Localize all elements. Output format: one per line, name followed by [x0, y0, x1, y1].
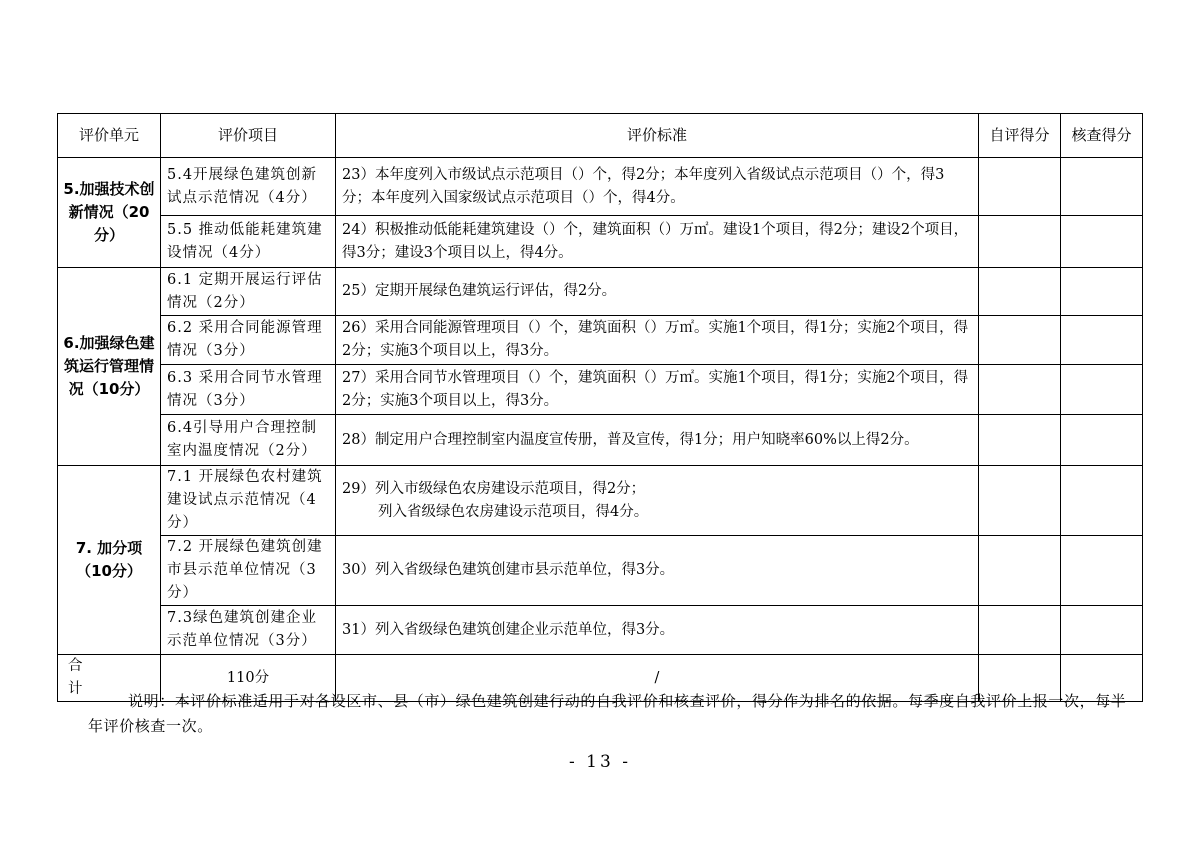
table-row	[58, 268, 1143, 316]
criteria-24: 24）积极推动低能耗建筑建设（）个，建筑面积（）万㎡。建设1个项目，得2分；建设2个项目，得3分；建设3个项目以上，得4分。	[336, 216, 979, 268]
table-row	[58, 606, 1143, 655]
total-score: 110分	[161, 655, 336, 702]
item-6-1: 6.1 定期开展运行评估情况（2分）	[161, 268, 336, 316]
check-score-cell[interactable]	[1061, 415, 1143, 466]
self-score-cell[interactable]	[979, 316, 1061, 365]
criteria-23: 23）本年度列入市级试点示范项目（）个，得2分；本年度列入省级试点示范项目（）个，得3分；本年度列入国家级试点示范项目（）个，得4分。	[336, 158, 979, 216]
total-criteria: /	[336, 655, 979, 702]
check-score-cell[interactable]	[1061, 158, 1143, 216]
criteria-30: 30）列入省级绿色建筑创建市县示范单位，得3分。	[336, 536, 979, 606]
self-score-cell[interactable]	[979, 606, 1061, 655]
self-score-cell[interactable]	[979, 216, 1061, 268]
check-score-cell[interactable]	[1061, 268, 1143, 316]
criteria-29-line-1: 29）列入市级绿色农房建设示范项目，得2分；	[342, 480, 646, 497]
check-score-cell[interactable]	[1061, 606, 1143, 655]
item-7-3: 7.3绿色建筑创建企业示范单位情况（3分）	[161, 606, 336, 655]
table-row	[58, 365, 1143, 415]
header-unit: 评价单元	[58, 114, 161, 158]
item-6-2: 6.2 采用合同能源管理情况（3分）	[161, 316, 336, 365]
table-row	[58, 158, 1143, 216]
table-note: 说明：本评价标准适用于对各设区市、县（市）绿色建筑创建行动的自我评价和核查评价，得分作为排名的依据。每季度自我评价上报一次，每半年评价核查一次。	[88, 692, 1127, 735]
unit-6-name: 6.加强绿色建筑运行管理情况（10分）	[58, 268, 161, 466]
criteria-29	[336, 466, 979, 536]
criteria-26: 26）采用合同能源管理项目（）个，建筑面积（）万㎡。实施1个项目，得1分；实施2个项目，得2分；实施3个项目以上，得3分。	[336, 316, 979, 365]
criteria-28: 28）制定用户合理控制室内温度宣传册，普及宣传，得1分；用户知晓率60%以上得2分。	[336, 415, 979, 466]
page-number: - 13 -	[569, 752, 631, 772]
self-score-cell[interactable]	[979, 415, 1061, 466]
total-label: 合计	[58, 655, 161, 702]
criteria-31: 31）列入省级绿色建筑创建企业示范单位，得3分。	[336, 606, 979, 655]
item-7-2: 7.2 开展绿色建筑创建市县示范单位情况（3分）	[161, 536, 336, 606]
item-5-5: 5.5 推动低能耗建筑建设情况（4分）	[161, 216, 336, 268]
header-check-score: 核查得分	[1061, 114, 1143, 158]
item-5-4: 5.4开展绿色建筑创新试点示范情况（4分）	[161, 158, 336, 216]
unit-5-name: 5.加强技术创新情况（20分）	[58, 158, 161, 268]
check-score-cell[interactable]	[1061, 365, 1143, 415]
criteria-27: 27）采用合同节水管理项目（）个，建筑面积（）万㎡。实施1个项目，得1分；实施2个项目，得2分；实施3个项目以上，得3分。	[336, 365, 979, 415]
header-self-score: 自评得分	[979, 114, 1061, 158]
check-score-cell[interactable]	[1061, 216, 1143, 268]
unit-7-name: 7. 加分项（10分）	[58, 466, 161, 655]
table-row	[58, 536, 1143, 606]
item-7-1: 7.1 开展绿色农村建筑建设试点示范情况（4分）	[161, 466, 336, 536]
self-score-cell[interactable]	[979, 365, 1061, 415]
self-score-cell[interactable]	[979, 466, 1061, 536]
table-row	[58, 216, 1143, 268]
check-score-cell[interactable]	[1061, 536, 1143, 606]
check-score-cell[interactable]	[1061, 316, 1143, 365]
table-header-row	[58, 114, 1143, 158]
self-score-cell[interactable]	[979, 536, 1061, 606]
self-score-cell[interactable]	[979, 268, 1061, 316]
table-row	[58, 415, 1143, 466]
criteria-25: 25）定期开展绿色建筑运行评估，得2分。	[336, 268, 979, 316]
table-row	[58, 466, 1143, 536]
item-6-3: 6.3 采用合同节水管理情况（3分）	[161, 365, 336, 415]
check-score-cell[interactable]	[1061, 466, 1143, 536]
evaluation-table	[57, 113, 1143, 702]
header-item: 评价项目	[161, 114, 336, 158]
criteria-29-line-2: 列入省级绿色农房建设示范项目，得4分。	[378, 503, 649, 520]
header-criteria: 评价标准	[336, 114, 979, 158]
item-6-4: 6.4引导用户合理控制室内温度情况（2分）	[161, 415, 336, 466]
self-score-cell[interactable]	[979, 158, 1061, 216]
table-row	[58, 316, 1143, 365]
